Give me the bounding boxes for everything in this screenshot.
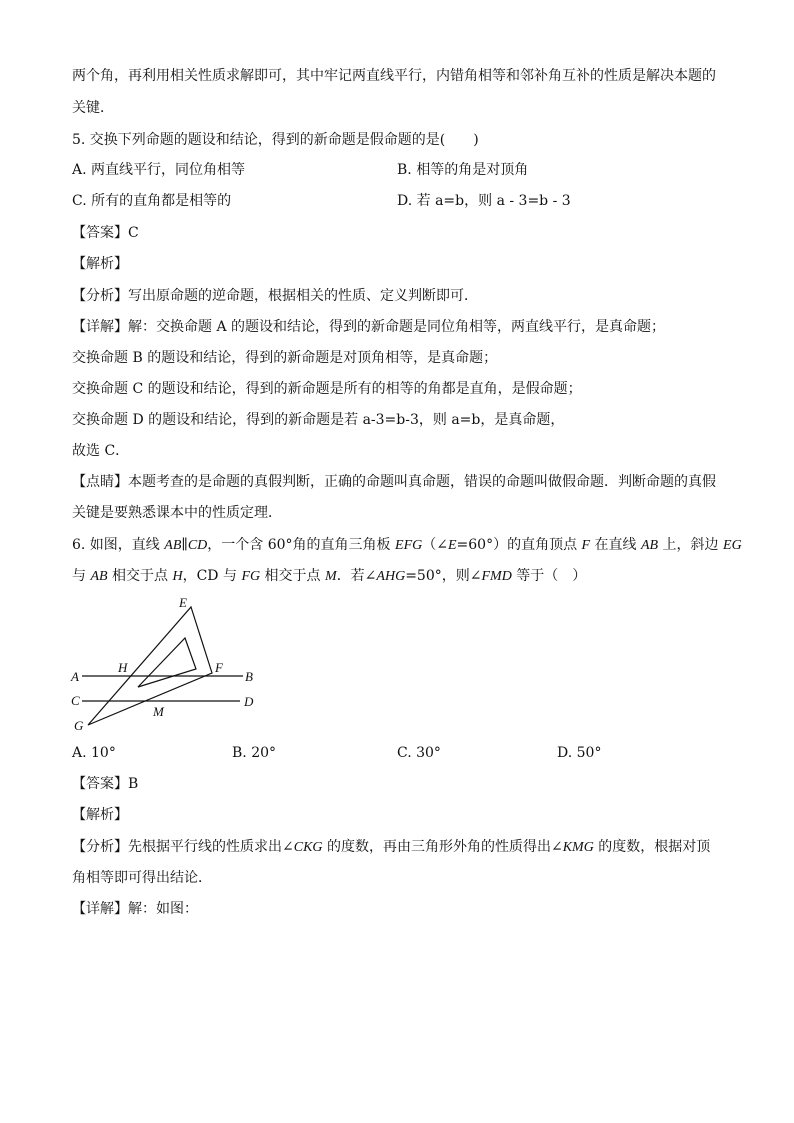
math-kmg: KMG: [562, 840, 594, 855]
q6-option-a: A. 10°: [72, 745, 116, 761]
q6-fenxi-2: 角相等即可得出结论．: [72, 870, 212, 886]
q6-xiangjie-1: [72, 899, 198, 919]
triangle-inner: [138, 638, 196, 687]
fenxi-text: 的度数，根据对顶: [593, 839, 711, 855]
q5-option-a: A. 两直线平行，同位角相等: [72, 162, 246, 178]
math-f: F: [581, 538, 591, 553]
math-h: H: [172, 569, 183, 584]
label-h: H: [118, 660, 128, 675]
triangle-outer: [88, 607, 212, 725]
stem-text: 相交于点: [107, 568, 173, 584]
fenxi-label: 【分析】: [72, 839, 128, 855]
label-b: B: [245, 669, 253, 684]
intro-line-1: 两个角，再利用相关性质求解即可，其中牢记两直线平行，内错角相等和邻补角互补的性质是解决本题的: [72, 68, 716, 84]
math-e: E: [447, 538, 457, 553]
stem-text: 等于（ ）: [511, 568, 587, 584]
label-d: D: [244, 694, 254, 709]
label-f: F: [215, 660, 223, 675]
q5-xiangjie-1: [72, 317, 665, 337]
q6-fenxi-1: [72, 837, 710, 858]
q5-xiangjie-4: 交换命题 D 的题设和结论，得到的新命题是若 a-3=b-3，则 a=b，是真命题，: [72, 412, 565, 428]
math-eg: EG: [723, 538, 742, 553]
dianjing-text: 本题考查的是命题的真假判断，正确的命题叫真命题，错误的命题叫做假命题．判断命题的真假: [128, 474, 716, 490]
label-m: M: [153, 704, 164, 719]
answer-value: B: [128, 776, 139, 792]
dianjing-label: 【点睛】: [72, 474, 128, 490]
stem-text: ．若∠: [336, 568, 377, 584]
q5-stem: 5. 交换下列命题的题设和结论，得到的新命题是假命题的是( ): [72, 132, 479, 148]
q5-analysis-heading: [72, 254, 128, 274]
stem-text: 与: [72, 568, 91, 584]
stem-text: ，CD 与: [182, 568, 242, 584]
q6-option-b: B. 20°: [232, 745, 277, 761]
intro-line-2: 关键．: [72, 100, 114, 116]
q5-dianjing-2: 关键是要熟悉课本中的性质定理．: [72, 505, 282, 521]
stem-text: =60°）的直角顶点: [456, 537, 582, 553]
q5-answer: [72, 223, 139, 243]
q5-option-d: D. 若 a=b，则 a - 3=b - 3: [397, 193, 571, 209]
stem-text: 上，斜边: [658, 537, 724, 553]
q5-option-b: B. 相等的角是对顶角: [397, 162, 529, 178]
xiangjie-text: 解：交换命题 A 的题设和结论，得到的新命题是同位角相等，两直线平行，是真命题；: [128, 319, 666, 335]
q5-option-c: C. 所有的直角都是相等的: [72, 193, 232, 209]
answer-value: C: [128, 225, 139, 241]
math-ab: AB: [90, 569, 108, 584]
math-ab: AB: [164, 538, 182, 553]
geometry-figure: [60, 592, 280, 737]
analysis-label: 【解析】: [72, 807, 128, 823]
analysis-label: 【解析】: [72, 256, 128, 272]
stem-text: =50°，则∠: [405, 568, 482, 584]
stem-text: ，一个含 60°角的直角三角板: [207, 537, 396, 553]
stem-text: （∠: [422, 537, 448, 553]
q5-dianjing-1: [72, 472, 716, 492]
stem-text: 在直线: [590, 537, 641, 553]
math-fg: FG: [241, 569, 261, 584]
stem-text: 相交于点: [260, 568, 326, 584]
xiangjie-text: 解：如图：: [128, 901, 198, 917]
math-ahg: AHG: [376, 569, 406, 584]
stem-text: 6. 如图，直线: [72, 537, 165, 553]
q6-option-c: C. 30°: [397, 745, 441, 761]
math-fmd: FMD: [481, 569, 512, 584]
q6-stem-2: [72, 566, 586, 587]
parallel-symbol: ∥: [181, 537, 188, 553]
math-efg: EFG: [395, 538, 423, 553]
fenxi-text: 的度数，再由三角形外角的性质得出∠: [322, 839, 563, 855]
q5-xiangjie-3: 交换命题 C 的题设和结论，得到的新命题是所有的相等的角都是直角，是假命题；: [72, 381, 582, 397]
label-e: E: [179, 595, 187, 610]
xiangjie-label: 【详解】: [72, 319, 128, 335]
label-c: C: [71, 693, 80, 708]
q6-analysis-heading: [72, 805, 128, 825]
q6-answer: [72, 774, 138, 794]
q6-stem-1: [72, 535, 742, 556]
answer-label: 【答案】: [72, 776, 128, 792]
math-ab: AB: [641, 538, 659, 553]
q5-xiangjie-5: 故选 C．: [72, 443, 130, 459]
answer-label: 【答案】: [72, 225, 128, 241]
math-ckg: CKG: [293, 840, 323, 855]
fenxi-text: 先根据平行线的性质求出∠: [128, 839, 294, 855]
label-a: A: [71, 669, 79, 684]
q5-fenxi: [72, 286, 478, 306]
xiangjie-label: 【详解】: [72, 901, 128, 917]
q6-option-d: D. 50°: [557, 745, 602, 761]
math-cd: CD: [187, 538, 208, 553]
math-m: M: [325, 569, 337, 584]
label-g: G: [74, 718, 84, 733]
fenxi-label: 【分析】: [72, 288, 128, 304]
fenxi-text: 写出原命题的逆命题，根据相关的性质、定义判断即可．: [128, 288, 478, 304]
q5-xiangjie-2: 交换命题 B 的题设和结论，得到的新命题是对顶角相等，是真命题；: [72, 350, 498, 366]
